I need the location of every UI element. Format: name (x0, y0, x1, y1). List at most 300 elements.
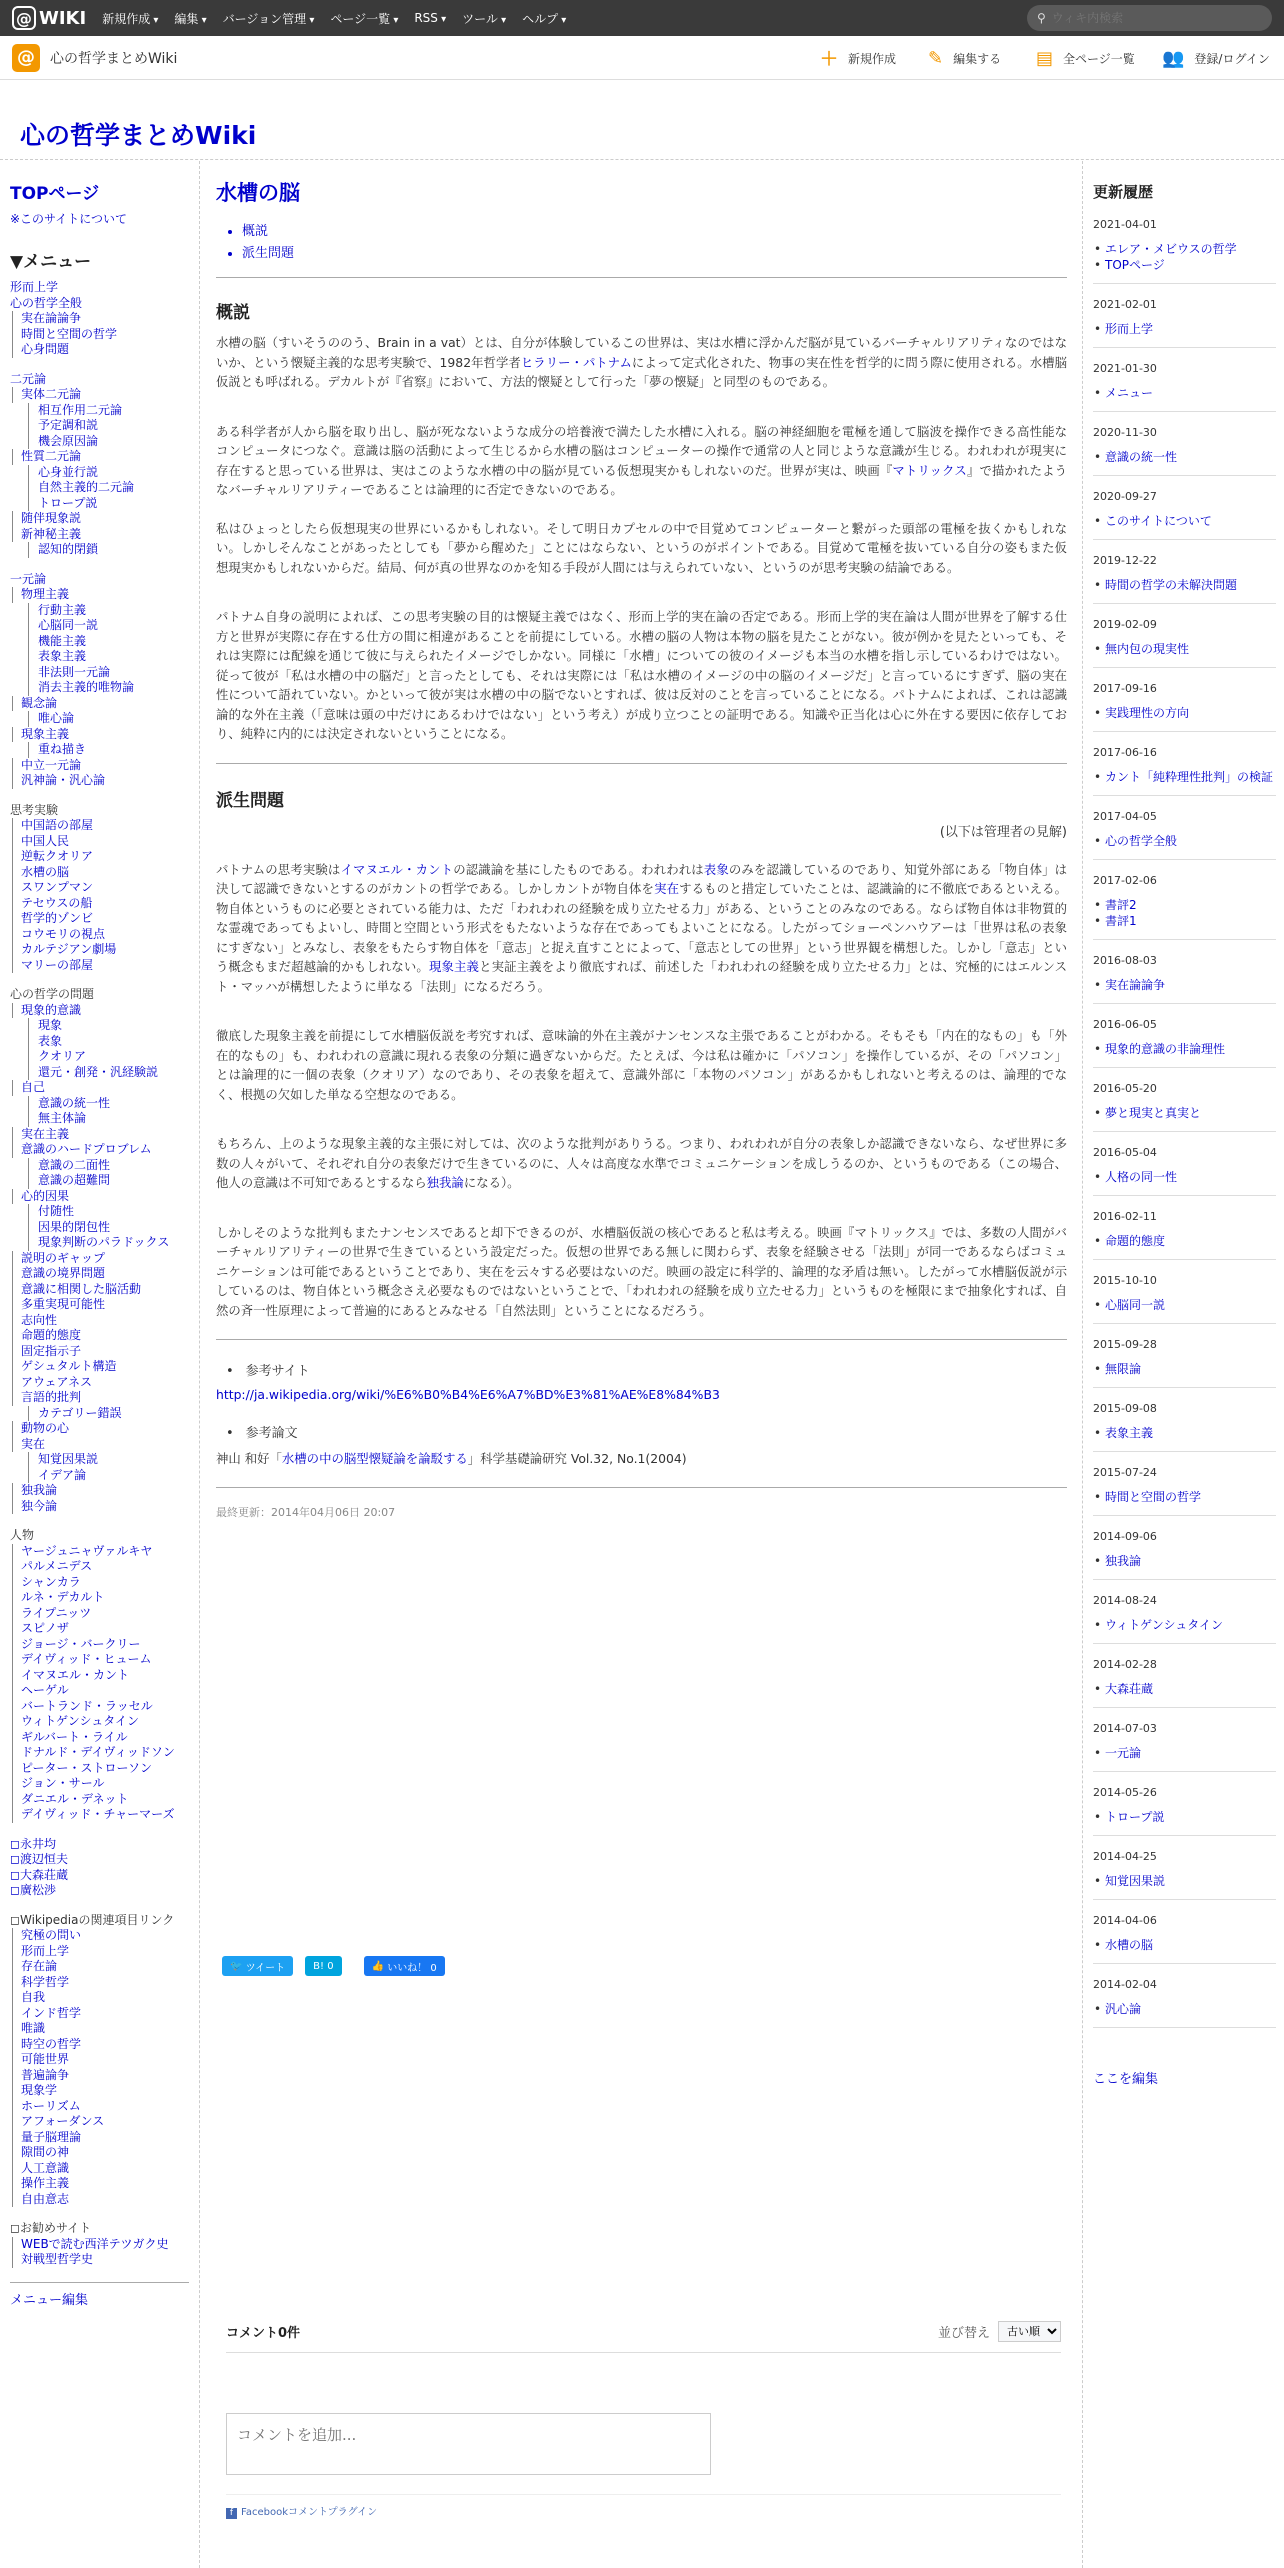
update-date: 2021-02-01 (1093, 298, 1157, 311)
menu-item[interactable]: 新神秘主義 (12, 527, 189, 543)
menu-item[interactable]: ルネ・デカルト (12, 1590, 189, 1606)
update-date: 2015-10-10 (1093, 1274, 1157, 1287)
update-link[interactable]: • 時間の哲学の未解決問題 (1105, 577, 1276, 593)
update-date: 2017-04-05 (1093, 810, 1157, 823)
paragraph: 徹底した現象主義を前提にして水槽脳仮説を考究すれば、意味論的外在主義がナンセンスな主張であることがわかる。そもそも「内在的なもの」も「外在的なもの」も、われわれの意識に現れる表象の分類に過ぎないからだ。たとえば、今は私は確かに「パソコン」を操作しているが、その「パソコン」とは論理的に一個の表象（クオリア）なのであり、その表象を超えて、意識外部に「本物のパソコン」があるかもしれないと考えるのは、論理的でなく、根拠の欠如した単なる空想なのである。 (216, 1028, 1067, 1102)
menu-item[interactable]: デイヴィッド・ヒューム (12, 1652, 189, 1668)
menu-item[interactable]: 説明のギャップ (12, 1251, 189, 1267)
menu-item[interactable]: 重ね描き (10, 742, 189, 758)
menu-group (10, 280, 189, 358)
menu-item[interactable]: 科学哲学 (12, 1975, 189, 1991)
menu-item[interactable]: 唯心論 (10, 711, 189, 727)
menu-item[interactable]: 中国人民 (12, 834, 189, 850)
menu-group-heading[interactable]: ◻永井均 (10, 1836, 56, 1851)
update-date: 2015-07-24 (1093, 1466, 1157, 1479)
menu-item[interactable]: 多重実現可能性 (12, 1297, 189, 1313)
update-date: 2019-12-22 (1093, 554, 1157, 567)
toc-item[interactable]: • 概説 (242, 221, 1067, 243)
menu-item[interactable]: パルメニデス (12, 1559, 189, 1575)
update-entry (1093, 362, 1276, 412)
update-date: 2015-09-08 (1093, 1402, 1157, 1415)
section-heading: 派生問題 (216, 790, 284, 811)
menu-group (10, 572, 189, 789)
document-icon: ▤ (1036, 47, 1054, 69)
update-link[interactable]: • 一元論 (1105, 1745, 1276, 1761)
update-link[interactable]: • トロープ説 (1105, 1809, 1276, 1825)
menu-item[interactable]: 現象学 (12, 2083, 189, 2099)
update-link[interactable]: • 独我論 (1105, 1553, 1276, 1569)
menu-item[interactable]: 予定調和説 (10, 418, 189, 434)
menu-item[interactable]: 性質二元論 (12, 449, 189, 465)
menu-item[interactable]: 表象 (10, 1034, 189, 1050)
menu-item[interactable]: ピーター・ストローソン (12, 1761, 189, 1777)
menu-item[interactable]: 現象判断のパラドックス (10, 1235, 189, 1251)
menu-item[interactable]: 人工意識 (12, 2161, 189, 2177)
menu-pages[interactable]: ページ一覧 ▾ (330, 10, 398, 27)
menu-item[interactable]: イマヌエル・カント (12, 1668, 189, 1684)
update-date: 2021-01-30 (1093, 362, 1157, 375)
update-link[interactable]: • 書評1 (1105, 913, 1276, 929)
menu-item[interactable]: 操作主義 (12, 2176, 189, 2192)
menu-item[interactable]: トロープ説 (10, 496, 189, 512)
update-link[interactable]: • 現象的意識の非論理性 (1105, 1041, 1276, 1057)
update-link[interactable]: • ウィトゲンシュタイン (1105, 1617, 1276, 1633)
update-date: 2016-08-03 (1093, 954, 1157, 967)
menu-item[interactable]: 自我 (12, 1990, 189, 2006)
menu-group-heading[interactable]: 一元論 (10, 571, 47, 586)
divider (216, 763, 1067, 764)
update-link[interactable]: • 意識の統一性 (1105, 449, 1276, 465)
update-link[interactable]: • 実践理性の方向 (1105, 705, 1276, 721)
update-entry (1093, 1018, 1276, 1068)
ref-paper-label: • 参考論文 (226, 1422, 1067, 1441)
divider (216, 1487, 1067, 1488)
twitter-icon: 🐦 (230, 1960, 246, 1972)
menu-item[interactable]: ホーリズム (12, 2099, 189, 2115)
update-link[interactable]: • 書評2 (1105, 897, 1276, 913)
update-entry (1093, 1594, 1276, 1644)
wiki-logo[interactable]: @ WIKI (12, 6, 86, 30)
menu-item[interactable]: 心的因果 (12, 1189, 189, 1205)
menu-group-heading: 人物 (10, 1528, 35, 1542)
inline-link[interactable]: 現象主義 (428, 959, 480, 974)
menu-item[interactable]: 還元・創発・汎経験説 (10, 1065, 189, 1081)
menu-item[interactable]: マリーの部屋 (12, 958, 189, 974)
paragraph: ある科学者が人から脳を取り出し、脳が死なないような成分の培養液で満たした水槽に入れる。脳の神経細胞を電極を通して脳波を操作できる高性能なコンピュータにつなぐ。意識は脳の活動によって生じるから水槽の脳はコンピューターの操作で通常の人と同じような意識が生じる。われわれが現実に存在すると思っている世界は、実はこのような水槽の中の脳が見ている仮想現実かもしれないのだ。世界が実は、映画『マトリックス』で描かれたようなバーチャルリアリティーであることは論理的に否定できないのである。 (216, 423, 1068, 497)
update-entry (1093, 1914, 1276, 1964)
update-date: 2016-05-04 (1093, 1146, 1157, 1159)
menu-group (10, 1837, 189, 1899)
site-banner (0, 80, 1284, 160)
menu-item[interactable]: ヤージュニャヴァルキヤ (12, 1544, 189, 1560)
menu-item[interactable]: 機能主義 (10, 634, 189, 650)
update-link[interactable]: • このサイトについて (1105, 513, 1276, 529)
left-sidebar (0, 161, 200, 2568)
menu-item[interactable]: ゲシュタルト構造 (12, 1359, 189, 1375)
menu-item[interactable]: 非法則一元論 (10, 665, 189, 681)
update-link[interactable]: • 心の哲学全般 (1105, 833, 1276, 849)
menu-item[interactable]: テセウスの船 (12, 896, 189, 912)
update-entry (1093, 218, 1276, 284)
menu-group (10, 1528, 189, 1823)
menu-item[interactable]: ライプニッツ (12, 1606, 189, 1622)
menu-group-heading: 心の哲学の問題 (10, 987, 95, 1001)
update-entry (1093, 954, 1276, 1004)
menu-item[interactable]: 自己 (12, 1080, 189, 1096)
menu-item[interactable]: 観念論 (12, 696, 189, 712)
menu-group-heading[interactable]: 二元論 (10, 371, 47, 386)
menu-item[interactable]: 命題的態度 (12, 1328, 189, 1344)
menu-group-heading[interactable]: 形而上学 (10, 280, 59, 294)
menu-item[interactable]: 逆転クオリア (12, 849, 189, 865)
main-content (216, 161, 1067, 2568)
update-link[interactable]: • 時間と空間の哲学 (1105, 1489, 1276, 1505)
wiki-search[interactable] (1027, 5, 1272, 31)
menu-item[interactable]: 独我論 (12, 1483, 189, 1499)
admin-note: (以下は管理者の見解) (939, 824, 1067, 840)
menu-groups (10, 280, 189, 2268)
inline-link[interactable]: ヒラリー・パトナム (520, 354, 632, 370)
sort-label: 並び替え (937, 2326, 990, 2341)
update-entry (1093, 1850, 1276, 1900)
global-toolbar (0, 0, 1284, 36)
inline-link[interactable]: 水槽の中の脳型懐疑論を論駁する (281, 1451, 468, 1466)
menu-new[interactable]: 新規作成 ▾ (102, 10, 158, 27)
menu-item[interactable]: 意識のハードプロブレム (12, 1142, 189, 1158)
update-entry (1093, 1402, 1276, 1452)
update-link[interactable]: • 無内包の現実性 (1105, 641, 1276, 657)
update-link[interactable]: • 形而上学 (1105, 321, 1276, 337)
paragraph: もちろん、上のような現象主義的な主張に対しては、次のような批判がありうる。つまり、われわれが自分の表象しか認識できないなら、なぜ世界に多数の人々がいて、それぞれ自分の表象だけで生きているのに、人々は高度な水準でコミュニケーションを成しうるのか、というものである（この場合、他人の意識は不可知であるとするなら独我論になる）。 (216, 1136, 1067, 1190)
menu-item[interactable]: カテゴリー錯誤 (10, 1406, 189, 1422)
menu-item[interactable]: 現象 (10, 1018, 189, 1034)
menu-item[interactable]: 可能世界 (12, 2052, 189, 2068)
menu-item[interactable]: 意識に相関した脳活動 (12, 1282, 189, 1298)
update-entry (1093, 1722, 1276, 1772)
update-entry (1093, 554, 1276, 604)
menu-group-heading[interactable]: 心の哲学全般 (10, 295, 83, 310)
update-date: 2016-02-11 (1093, 1210, 1157, 1223)
menu-help[interactable]: ヘルプ ▾ (522, 10, 566, 27)
menu-item[interactable]: 中立一元論 (12, 758, 189, 774)
menu-item[interactable]: 実在 (12, 1437, 189, 1453)
hatena-button[interactable]: B! 0 (305, 1956, 341, 1976)
update-entry (1093, 1146, 1276, 1196)
menu-item[interactable]: 水槽の脳 (12, 865, 189, 881)
page-title: 水槽の脳 (216, 181, 300, 205)
menu-item[interactable]: 究極の問い (12, 1928, 189, 1944)
menu-item[interactable]: 独今論 (12, 1499, 189, 1515)
menu-item[interactable]: 相互作用二元論 (10, 403, 189, 419)
search-input[interactable] (1052, 11, 1252, 25)
divider (216, 1339, 1067, 1340)
menu-item[interactable]: 自由意志 (12, 2192, 189, 2208)
menu-item[interactable]: 消去主義的唯物論 (10, 680, 189, 696)
menu-group-heading[interactable]: ◻廣松渉 (10, 1883, 56, 1897)
update-link[interactable]: • エレア・メビウスの哲学 (1105, 241, 1276, 257)
menu-item[interactable]: 機会原因論 (10, 434, 189, 450)
update-entry (1093, 1658, 1276, 1708)
menu-item[interactable]: 時間と空間の哲学 (12, 327, 189, 343)
menu-item[interactable]: 自然主義的二元論 (10, 480, 189, 496)
ref-paper: 神山 和好「水槽の中の脳型懐疑論を論駁する」科学基礎論研究 Vol.32, No.1(2004) (216, 1451, 687, 1466)
update-link[interactable]: • カント「純粋理性批判」の検証 (1105, 769, 1276, 785)
menu-item[interactable]: 意識の境界問題 (12, 1266, 189, 1282)
menu-item[interactable]: ドナルド・デイヴィッドソン (12, 1745, 189, 1761)
update-entry (1093, 1786, 1276, 1836)
menu-item[interactable]: 付随性 (10, 1204, 189, 1220)
menu-item[interactable]: アウェアネス (12, 1375, 189, 1391)
menu-item[interactable]: 対戦型哲学史 (12, 2252, 189, 2268)
menu-item[interactable]: イデア論 (10, 1468, 189, 1484)
update-date: 2021-04-01 (1093, 218, 1157, 231)
update-link[interactable]: • 心脳同一説 (1105, 1297, 1276, 1313)
paragraph: 私はひょっとしたら仮想現実の世界にいるかもしれない。そして明日カプセルの中で目覚めてコンピューターと繋がった頭部の電極を抜くかもしれない。しかしそんなことがあったとしても「夢から醒めた」ことにはならない、というのがポイントである。目覚めて電極を抜いている自分の姿もまた仮想現実かもしれないからだ。結局、何が真の世界なのかを知る手段が人間には与えられていない、というのが思考実験の結論である。 (216, 520, 1067, 575)
login-button[interactable]: 👥 登録/ログイン (1162, 47, 1270, 69)
menu-item[interactable]: 中国語の部屋 (12, 818, 189, 834)
menu-item[interactable]: 意識の超難問 (10, 1173, 189, 1189)
update-date: 2014-09-06 (1093, 1530, 1157, 1543)
menu-item[interactable]: ギルバート・ライル (12, 1730, 189, 1746)
search-icon: ⚲ (1037, 11, 1046, 25)
update-link[interactable]: • 水槽の脳 (1105, 1937, 1276, 1953)
user-add-icon: 👥 (1162, 47, 1185, 69)
update-entry (1093, 1338, 1276, 1388)
update-link[interactable]: • 無限論 (1105, 1361, 1276, 1377)
update-entry (1093, 874, 1276, 940)
update-date: 2016-06-05 (1093, 1018, 1157, 1031)
menu-item[interactable]: 実体二元論 (12, 387, 189, 403)
update-link[interactable]: • TOPページ (1105, 257, 1276, 273)
menu-item[interactable]: 意識の統一性 (10, 1096, 189, 1112)
update-date: 2014-08-24 (1093, 1594, 1157, 1607)
menu-item[interactable]: 言語的批判 (12, 1390, 189, 1406)
menu-tools[interactable]: ツール ▾ (462, 10, 506, 27)
paragraph: 水槽の脳（すいそうののう、Brain in a vat）とは、自分が体験しているこの世界は、実は水槽に浮かんだ脳が見ているバーチャルリアリティなのではないか、という懐疑主義的な思考実験で、1982年哲学者ヒラリー・パトナムによって定式化された、物事の実在性を哲学的に問う際に使用される。水槽脳仮説とも呼ばれる。デカルトが『省察』において、方法的懐疑として行った「夢の懐疑」と同型のものである。 (216, 335, 1067, 389)
update-link[interactable]: • メニュー (1105, 385, 1276, 401)
update-date: 2020-09-27 (1093, 490, 1157, 503)
update-entry (1093, 1082, 1276, 1132)
update-entry (1093, 618, 1276, 668)
pencil-icon: ✎ (928, 47, 944, 69)
menu-item[interactable]: スワンプマン (12, 880, 189, 896)
paragraph: パトナム自身の説明によれば、この思考実験の目的は懐疑主義ではなく、形而上学的実在論の否定である。形而上学的実在論は人間が世界を了解する仕方と世界が実際に存在する仕方の間に相違があることを前提にしている。水槽の脳の人物は本物の脳を見たことがない。彼が例かを見たといっても、それは実際には配線を通じて彼に与えられたイメージでしかない。同様に「水槽」についての彼のイメージも本当の水槽を指し示しているわけではない。従って彼が「私は水槽の中の脳だ」と言ったとしても、それは実際には「私は水槽のイメージの中の脳のイメージだ」と言っているにすぎず、脳の実在性について語れていない。かといって彼が実は水槽の中の脳でないとすれば、彼は反対のことを言っていることになる。パトナムによれば、これは認識論的な外在主義（「意味は頭の中だけにあるわけではない」という考え）が成り立つことの証明である。知識や正当化は心に外在する要因に依存しており、純粋に内的には決定されないということになる。 (216, 609, 1067, 741)
update-entry (1093, 1978, 1276, 2028)
menu-group (10, 1913, 189, 2208)
menu-item[interactable]: バートランド・ラッセル (12, 1699, 189, 1715)
site-name[interactable]: 心の哲学まとめWiki (50, 50, 178, 67)
menu-item[interactable]: ヘーゲル (12, 1683, 189, 1699)
comments-section (226, 2321, 1061, 2519)
update-date: 2014-04-06 (1093, 1914, 1157, 1927)
menu-item[interactable]: 存在論 (12, 1959, 189, 1975)
update-date: 2014-02-28 (1093, 1658, 1157, 1671)
site-header (0, 36, 1284, 80)
menu-item[interactable]: カルテジアン劇場 (12, 942, 189, 958)
comment-count: コメント0件 (226, 2326, 301, 2341)
paragraph: しかしそのような批判もまたナンセンスであると却下できるのが、水槽脳仮説の核心であると私は考える。映画『マトリックス』では、多数の人間がバーチャルリアリティーの世界で生きているという設定だった。仮想の世界である無しに関わらず、表象を経験させる「法則」が同一であるならばコミュニケーションは可能であるということであり、実在を云々する必要はないのだ。映画の設定に科学的、論理的な矛盾は無い。したがって水槽脳仮説が示しているのは、物自体という概念さえ必要なものではないということで、「われわれの経験を成り立たせる力」というものを極限にまで抽象化すれば、自然の斉一性原理によって普遍的にあるとみなせる「自然法則」ということになるだろう。 (216, 1224, 1067, 1318)
all-pages-button[interactable]: ▤ 全ページ一覧 (1036, 47, 1135, 69)
menu-item[interactable]: ウィトゲンシュタイン (12, 1714, 189, 1730)
update-entry (1093, 1274, 1276, 1324)
menu-item[interactable]: 時空の哲学 (12, 2037, 189, 2053)
menu-group-heading[interactable]: ◻渡辺恒夫 (10, 1852, 68, 1866)
menu-item[interactable]: 現象的意識 (12, 1003, 189, 1019)
menu-item[interactable]: アフォーダンス (12, 2114, 189, 2130)
update-link[interactable]: • 夢と現実と真実と (1105, 1105, 1276, 1121)
update-link[interactable]: • 知覚因果説 (1105, 1873, 1276, 1889)
update-link[interactable]: • 表象主義 (1105, 1425, 1276, 1441)
update-link[interactable]: • 実在論論争 (1105, 977, 1276, 993)
menu-item[interactable]: 因果的閉包性 (10, 1220, 189, 1236)
paragraph: パトナムの思考実験はイマヌエル・カントの認識論を基にしたものである。われわれは表象のみを認識しているのであり、知覚外部にある「物自体」は決して認識できないとするのがカントの哲学である。しかしカントが物自体を実在するものと措定していたことは、認識論的に不徹底であるといえる。物自体というものに必要とされている能力は、ただ「われわれの経験を成り立たせる力」がある、ということのみなのである。ならば物自体は非物質的な霊魂であってもよいし、時間と空間という形式をもたないような存在であってもよいことになる。したがってショーペンハウアーは「世界は私の表象にすぎない」とみなし、表象をもたらす物自体を「意志」と捉え直すことによって、「意志としての世界」という世界観を構想した。しかし「意志」という概念もまだ超越論的かもしれない。現象主義と実証主義をより徹底すれば、前述した「われわれの経験を成り立たせる力」とは、究極的にはエルンスト・マッハが構想したように単なる「法則」になるだろう。 (216, 861, 1068, 994)
menu-item[interactable]: コウモリの視点 (12, 927, 189, 943)
menu-item[interactable]: 現象主義 (12, 727, 189, 743)
menu-item[interactable]: 実在主義 (12, 1127, 189, 1143)
inline-link[interactable]: イマヌエル・カント (340, 861, 454, 877)
recent-updates (1093, 218, 1276, 2028)
update-date: 2020-11-30 (1093, 426, 1157, 439)
menu-rss[interactable]: RSS ▾ (414, 11, 446, 25)
update-date: 2016-05-20 (1093, 1082, 1157, 1095)
menu-item[interactable]: ジョン・サール (12, 1776, 189, 1792)
menu-item[interactable]: 無主体論 (10, 1111, 189, 1127)
sort-select[interactable] (998, 2321, 1061, 2342)
at-icon: @ (12, 6, 36, 30)
menu-item[interactable]: 物理主義 (12, 587, 189, 603)
site-logo-icon[interactable]: @ (12, 44, 40, 72)
about-link[interactable]: ※このサイトについて (10, 212, 127, 226)
menu-item[interactable]: 心身問題 (12, 342, 189, 358)
menu-edit-link[interactable]: メニュー編集 (10, 2282, 189, 2308)
update-entry (1093, 1466, 1276, 1516)
update-link[interactable]: • 大森荘蔵 (1105, 1681, 1276, 1697)
update-entry (1093, 682, 1276, 732)
menu-item[interactable]: 心身並行説 (10, 465, 189, 481)
thumbs-up-icon: 👍 (371, 1960, 388, 1972)
update-date: 2019-02-09 (1093, 618, 1157, 631)
update-date: 2014-07-03 (1093, 1722, 1157, 1735)
menu-item[interactable]: スピノザ (12, 1621, 189, 1637)
update-date: 2017-09-16 (1093, 682, 1157, 695)
comments-header (226, 2321, 1061, 2353)
menu-group (10, 2221, 189, 2268)
menu-group-heading[interactable]: ◻大森荘蔵 (10, 1867, 68, 1882)
menu-group (10, 987, 189, 1514)
recent-updates-heading: 更新履歴 (1093, 183, 1154, 201)
menu-item[interactable]: 行動主義 (10, 603, 189, 619)
menu-item[interactable]: 表象主義 (10, 649, 189, 665)
social-buttons (222, 1956, 445, 1976)
update-entry (1093, 1210, 1276, 1260)
new-page-button[interactable]: ＋ 新規作成 (820, 36, 896, 80)
edit-button[interactable]: ✎ 編集する (928, 47, 1002, 69)
update-date: 2014-04-25 (1093, 1850, 1157, 1863)
update-link[interactable]: • 命題的態度 (1105, 1233, 1276, 1249)
menu-item[interactable]: WEBで読む西洋テツガク史 (12, 2237, 189, 2253)
update-entry (1093, 1530, 1276, 1580)
menu-item[interactable]: 認知的閉鎖 (10, 542, 189, 558)
top-page-link[interactable]: TOPページ (10, 184, 100, 204)
menu-item[interactable]: 量子脳理論 (12, 2130, 189, 2146)
menu-group (10, 372, 189, 558)
menu-item[interactable]: 普遍論争 (12, 2068, 189, 2084)
inline-link[interactable]: 独我論 (426, 1175, 464, 1190)
update-entry (1093, 810, 1276, 860)
menu-item[interactable]: 哲学的ゾンビ (12, 911, 189, 927)
menu-item[interactable]: 隙間の神 (12, 2145, 189, 2161)
update-date: 2014-02-04 (1093, 1978, 1157, 1991)
menu-item[interactable]: 固定指示子 (12, 1344, 189, 1360)
update-entry (1093, 426, 1276, 476)
inline-link[interactable]: 実在 (654, 881, 680, 896)
menu-group-heading: ◻お勧めサイト (10, 2221, 92, 2235)
site-title[interactable]: 心の哲学まとめWiki (20, 121, 257, 150)
update-link[interactable]: • 人格の同一性 (1105, 1169, 1276, 1185)
menu-item[interactable]: シャンカラ (12, 1575, 189, 1591)
update-date: 2017-06-16 (1093, 746, 1157, 759)
menu-item[interactable]: ダニエル・デネット (12, 1792, 189, 1808)
update-date: 2014-05-26 (1093, 1786, 1157, 1799)
menu-item[interactable]: 心脳同一説 (10, 618, 189, 634)
menu-item[interactable]: インド哲学 (12, 2006, 189, 2022)
menu-edit[interactable]: 編集 ▾ (174, 10, 206, 27)
menu-heading: ▼メニュー (10, 252, 92, 272)
update-date: 2015-09-28 (1093, 1338, 1157, 1351)
table-of-contents (242, 221, 1067, 265)
menu-item[interactable]: 志向性 (12, 1313, 189, 1329)
menu-item[interactable]: 知覚因果説 (10, 1452, 189, 1468)
last-updated: 最終更新：2014年04月06日 20:07 (216, 1506, 396, 1519)
menu-item[interactable]: クオリア (10, 1049, 189, 1065)
menu-item[interactable]: デイヴィッド・チャーマーズ (12, 1807, 189, 1823)
menu-item[interactable]: 実在論論争 (12, 311, 189, 327)
update-entry (1093, 490, 1276, 540)
menu-group-heading: ◻Wikipediaの関連項目リンク (10, 1912, 175, 1927)
menu-group-heading: 思考実験 (10, 802, 59, 817)
menu-item[interactable]: 意識の二面性 (10, 1158, 189, 1174)
menu-group (10, 803, 189, 974)
inline-link[interactable]: マトリックス (892, 462, 967, 478)
sort-control (938, 2321, 1061, 2342)
comment-input[interactable] (226, 2413, 711, 2475)
ref-site-label: • 参考サイト (226, 1360, 1067, 1379)
facebook-plugin[interactable]: f Facebookコメントプラグイン (226, 2494, 1061, 2519)
update-entry (1093, 746, 1276, 796)
ref-site-link[interactable]: http://ja.wikipedia.org/wiki/%E6%B0%B4%E6%A7%BD%E3%81%AE%E8%84%B3 (216, 1387, 720, 1402)
menu-version[interactable]: バージョン管理 ▾ (223, 10, 315, 27)
menu-item[interactable]: 随伴現象説 (12, 511, 189, 527)
divider (216, 277, 1067, 278)
toc-item[interactable]: • 派生問題 (242, 243, 1067, 265)
facebook-icon: f (226, 2508, 237, 2519)
right-sidebar (1082, 161, 1284, 2568)
section-heading: 概説 (216, 303, 250, 323)
right-edit-link[interactable]: ここを編集 (1093, 2072, 1159, 2087)
inline-link[interactable]: 表象 (703, 861, 729, 877)
menu-item[interactable]: 動物の心 (12, 1421, 189, 1437)
menu-item[interactable]: 形而上学 (12, 1944, 189, 1960)
update-link[interactable]: • 汎心論 (1105, 2001, 1276, 2017)
update-entry (1093, 298, 1276, 348)
tweet-button[interactable]: 🐦 ツイート (222, 1956, 293, 1976)
like-button[interactable]: 👍 いいね！ 0 (364, 1956, 445, 1976)
plus-icon: ＋ (820, 49, 838, 70)
update-date: 2017-02-06 (1093, 874, 1157, 887)
menu-item[interactable]: ジョージ・バークリー (12, 1637, 189, 1653)
menu-item[interactable]: 汎神論・汎心論 (12, 773, 189, 789)
menu-item[interactable]: 唯識 (12, 2021, 189, 2037)
